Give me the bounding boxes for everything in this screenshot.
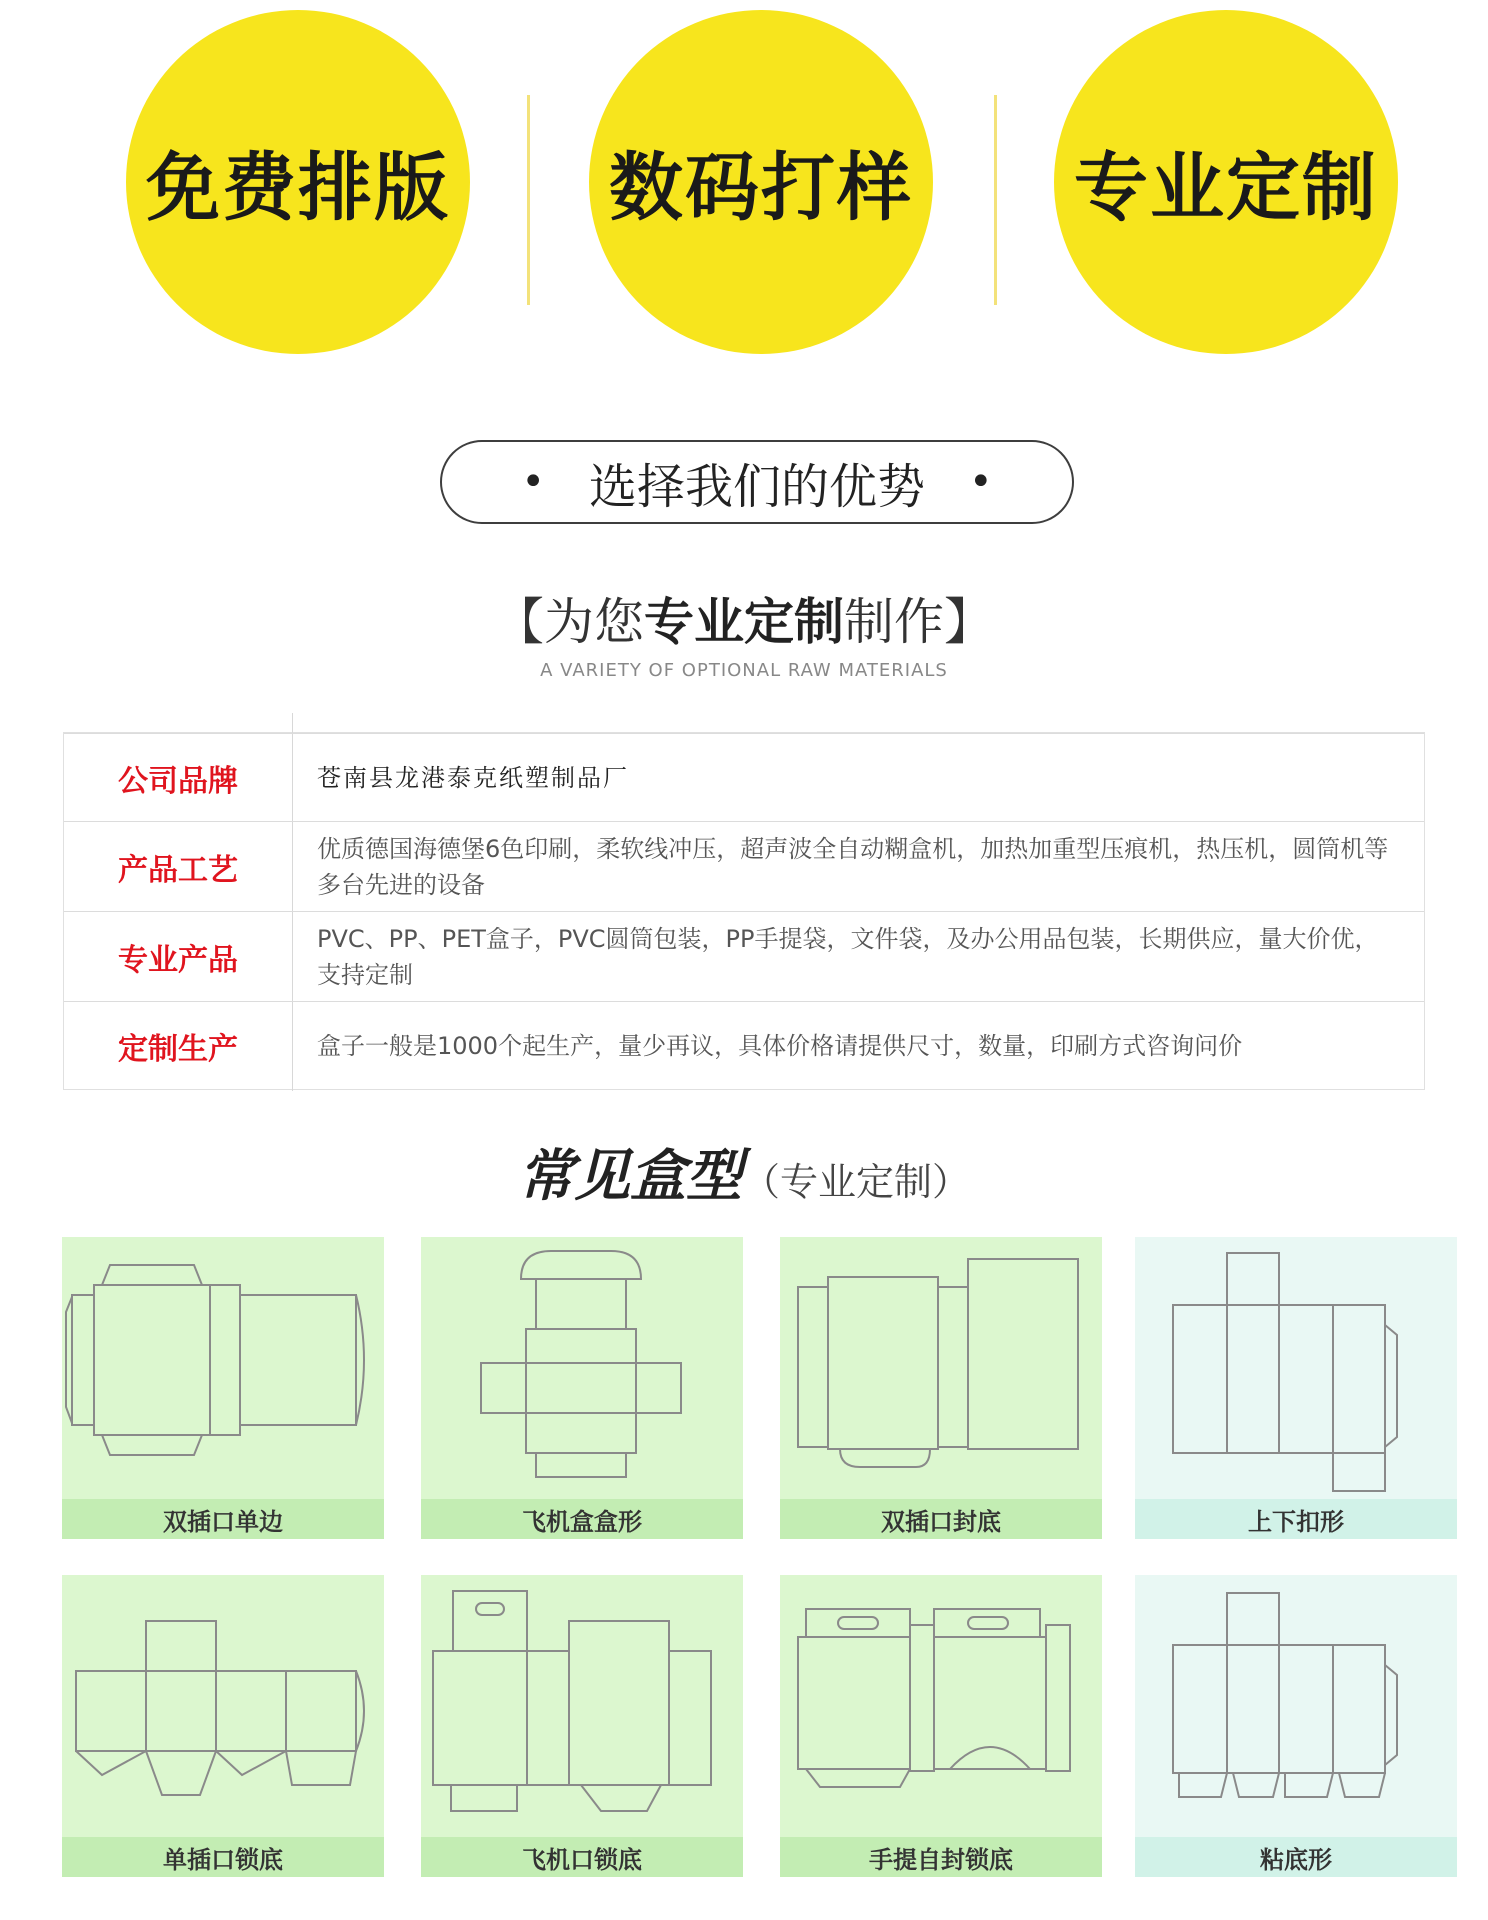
dieline-diagram [780,1575,1102,1837]
box-card-top-bottom-lock [1135,1237,1457,1539]
feature-circle-free-layout [126,10,470,354]
feature-label: 专业定制 [1074,145,1378,231]
box-type-label: 飞机口锁底 [421,1837,743,1877]
box-card-double-tuck [62,1237,384,1539]
heading-post: 制作 [844,593,944,651]
box-card-airplane [421,1237,743,1539]
row-value: 苍南县龙港泰克纸塑制品厂 [317,763,629,792]
table-row [64,1001,1424,1089]
feature-label: 免费排版 [146,145,450,231]
box-card-single-tuck-lock [62,1575,384,1877]
feature-circle-customization [1054,10,1398,354]
row-value: 盒子一般是1000个起生产，量少再议，具体价格请提供尺寸，数量，印刷方式咨询问价 [317,1031,1243,1060]
row-label: 产品工艺 [118,852,238,888]
box-type-label: 手提自封锁底 [780,1837,1102,1877]
box-card-airplane-lock [421,1575,743,1877]
bullet-icon: • [521,459,545,505]
row-value: PVC、PP、PET盒子，PVC圆筒包装，PP手提袋，文件袋，及办公用品包装，长期供应，量大价优，支持定制 [317,924,1379,989]
section-paren: （专业定制） [741,1160,970,1204]
divider [994,95,997,305]
row-value: 优质德国海德堡6色印刷，柔软线冲压，超声波全自动糊盒机，加热加重型压痕机，热压机，圆筒机等多台先进的设备 [317,834,1389,899]
dieline-diagram [421,1575,743,1837]
row-label: 专业产品 [118,942,238,978]
dieline-diagram [1135,1237,1457,1499]
bullet-icon: • [969,459,993,505]
row-label: 定制生产 [118,1031,238,1067]
bracket: 】 [944,593,994,651]
box-type-label: 上下扣形 [1135,1499,1457,1539]
divider [527,95,530,305]
box-card-double-tuck-bottom [780,1237,1102,1539]
advantage-banner [440,440,1074,524]
table-row [64,911,1424,1001]
box-type-label: 单插口锁底 [62,1837,384,1877]
box-type-label: 飞机盒盒形 [421,1499,743,1539]
dieline-diagram [421,1237,743,1499]
bracket: 【 [494,593,544,651]
row-label: 公司品牌 [118,763,238,799]
section-script: 常见盒型 [517,1143,742,1209]
box-card-glued-bottom [1135,1575,1457,1877]
dieline-diagram [62,1575,384,1837]
feature-label: 数码打样 [609,145,913,231]
box-card-handle-lock [780,1575,1102,1877]
box-type-label: 双插口单边 [62,1499,384,1539]
dieline-diagram [1135,1575,1457,1837]
dieline-diagram [780,1237,1102,1499]
feature-circle-digital-proof [589,10,933,354]
box-type-label: 粘底形 [1135,1837,1457,1877]
table-row [64,733,1424,821]
box-type-label: 双插口封底 [780,1499,1102,1539]
heading-pre: 为您 [544,593,644,651]
heading-subtitle: A VARIETY OF OPTIONAL RAW MATERIALS [540,660,948,681]
table-row [64,821,1424,911]
section-heading [0,582,1488,654]
advantage-title: 选择我们的优势 [588,458,925,515]
heading-bold: 专业定制 [644,593,844,651]
company-info-table [63,732,1425,1090]
box-types-title [0,1132,1488,1212]
dieline-diagram [62,1237,384,1499]
